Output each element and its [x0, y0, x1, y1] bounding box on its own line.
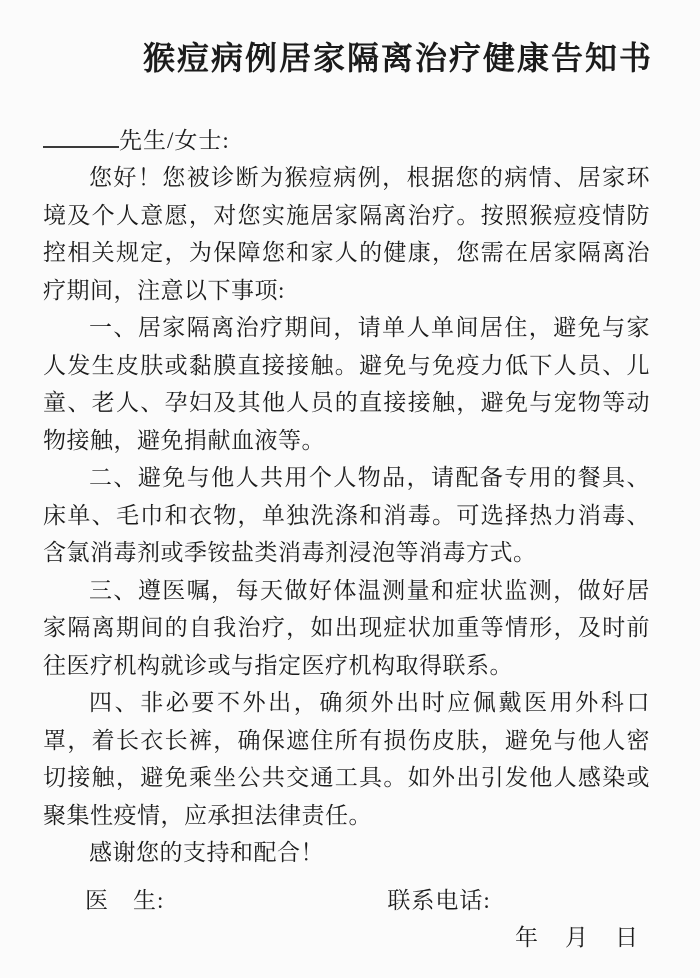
- paragraph-item-2: 二、避免与他人共用个人物品，请配备专用的餐具、床单、毛巾和衣物，单独洗涤和消毒。可选择热力消毒、含氯消毒剂或季铵盐类消毒剂浸泡等消毒方式。: [43, 465, 650, 565]
- date-line: [43, 919, 650, 957]
- document-body: [43, 159, 650, 872]
- paragraph-item-3: 三、遵医嘱，每天做好体温测量和症状监测，做好居家隔离期间的自我治疗，如出现症状加重等情形，及时前往医疗机构就诊或与指定医疗机构取得联系。: [43, 577, 650, 678]
- document-title: 猴痘病例居家隔离治疗健康告知书: [143, 40, 654, 76]
- paragraph-thanks: 感谢您的支持和配合！: [89, 840, 324, 865]
- doctor-label: 医 生:: [85, 887, 165, 913]
- date-month-label: 月: [565, 925, 588, 950]
- phone-label: 联系电话:: [387, 887, 491, 913]
- date-day-label: 日: [615, 925, 638, 950]
- name-blank-underline: [43, 124, 119, 148]
- salutation-line: [43, 122, 650, 159]
- signature-row: [43, 882, 650, 920]
- salutation-suffix: 先生/女士:: [119, 128, 230, 153]
- paragraph-item-1: 一、居家隔离治疗期间，请单人单间居住，避免与家人发生皮肤或黏膜直接接触。避免与免疫力低下人员、儿童、老人、孕妇及其他人员的直接接触，避免与宠物等动物接触，避免捐献血液等。: [43, 315, 650, 453]
- paragraph-item-4: 四、非必要不外出，确须外出时应佩戴医用外科口罩，着长衣长裤，确保遮住所有损伤皮肤，避免与他人密切接触，避免乘坐公共交通工具。如外出引发他人感染或聚集性疫情，应承担法律责任。: [43, 690, 650, 828]
- paragraph-intro: 您好！您被诊断为猴痘病例，根据您的病情、居家环境及个人意愿，对您实施居家隔离治疗。按照猴痘疫情防控相关规定，为保障您和家人的健康，您需在居家隔离治疗期间，注意以下事项:: [43, 165, 650, 303]
- date-year-label: 年: [515, 925, 538, 950]
